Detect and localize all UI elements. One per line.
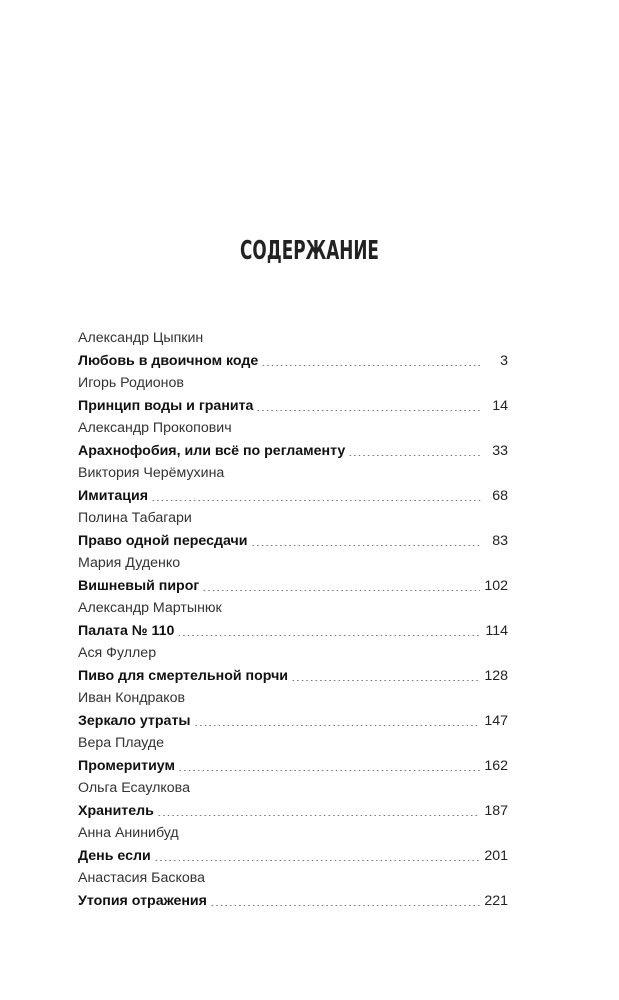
toc-page-number: 128	[484, 667, 508, 684]
dot-leader	[348, 455, 482, 456]
dot-leader	[157, 815, 480, 816]
toc-entry[interactable]	[78, 710, 508, 733]
dot-leader	[251, 545, 482, 546]
toc-title: Принцип воды и гранита	[78, 397, 254, 414]
toc-author: Полина Табагари	[78, 510, 192, 526]
toc-author: Ольга Есаулкова	[78, 780, 190, 796]
toc-title: Палата № 110	[78, 622, 175, 639]
toc-page-number: 162	[484, 757, 508, 774]
toc-author: Игорь Родионов	[78, 375, 184, 391]
toc-title: Арахнофобия, или всё по регламенту	[78, 442, 346, 459]
toc-entry[interactable]	[78, 890, 508, 913]
toc-page-number: 147	[484, 712, 508, 729]
toc-title: Промеритиум	[78, 757, 175, 774]
toc-author: Вера Плауде	[78, 735, 165, 751]
dot-leader	[194, 725, 481, 726]
toc-title: Хранитель	[78, 802, 154, 819]
toc-entry[interactable]	[78, 350, 508, 373]
toc-title: Право одной пересдачи	[78, 532, 248, 549]
toc-entry[interactable]	[78, 575, 508, 598]
toc-title: День если	[78, 847, 151, 864]
toc-page-number: 102	[484, 577, 508, 594]
toc-page-number: 68	[492, 487, 508, 504]
toc-author: Мария Дуденко	[78, 555, 181, 571]
table-of-contents	[78, 327, 508, 912]
toc-page-number: 83	[492, 532, 508, 549]
toc-page-number: 14	[492, 397, 508, 414]
toc-author: Виктория Черёмухина	[78, 465, 225, 481]
toc-author: Ася Фуллер	[78, 645, 157, 661]
toc-page-number: 3	[500, 352, 508, 369]
toc-entry[interactable]	[78, 530, 508, 553]
toc-page-number: 114	[485, 622, 508, 639]
dot-leader	[177, 635, 481, 636]
page-heading: СОДЕРЖАНИЕ	[240, 236, 379, 266]
toc-entry[interactable]	[78, 800, 508, 823]
dot-leader	[154, 860, 481, 861]
toc-entry[interactable]	[78, 665, 508, 688]
toc-title: Пиво для смертельной порчи	[78, 667, 289, 684]
dot-leader	[202, 590, 480, 591]
toc-author: Александр Прокопович	[78, 420, 232, 436]
toc-entry[interactable]	[78, 620, 508, 643]
toc-entry[interactable]	[78, 440, 508, 463]
toc-entry[interactable]	[78, 755, 508, 778]
dot-leader	[261, 365, 482, 366]
toc-page-number: 221	[484, 892, 508, 909]
toc-entry[interactable]	[78, 485, 508, 508]
toc-entry[interactable]	[78, 395, 508, 418]
toc-author: Анна Анинибуд	[78, 825, 179, 841]
toc-title: Утопия отражения	[78, 892, 207, 909]
toc-author: Иван Кондраков	[78, 690, 186, 706]
toc-page-number: 187	[484, 802, 508, 819]
toc-author: Анастасия Баскова	[78, 870, 205, 886]
toc-author: Александр Мартынюк	[78, 600, 222, 616]
dot-leader	[178, 770, 480, 771]
dot-leader	[291, 680, 480, 681]
dot-leader	[151, 500, 482, 501]
toc-page-number: 33	[492, 442, 508, 459]
dot-leader	[210, 905, 480, 906]
toc-author: Александр Цыпкин	[78, 330, 204, 346]
toc-title: Имитация	[78, 487, 148, 504]
toc-title: Любовь в двоичном коде	[78, 352, 259, 369]
dot-leader	[256, 410, 482, 411]
toc-title: Вишневый пирог	[78, 577, 200, 594]
toc-title: Зеркало утраты	[78, 712, 191, 729]
toc-entry[interactable]	[78, 845, 508, 868]
toc-page-number: 201	[484, 847, 508, 864]
